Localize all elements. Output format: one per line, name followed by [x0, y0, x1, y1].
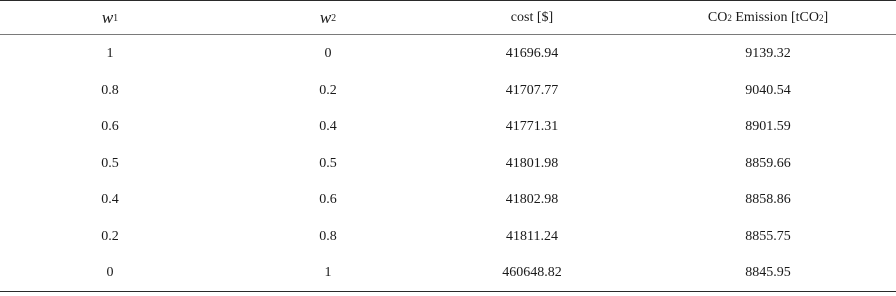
cell-w2: 0.5 — [319, 155, 337, 171]
cell-emission: 8859.66 — [745, 155, 791, 171]
header-w2 — [228, 2, 428, 34]
cell-emission: 9139.32 — [745, 46, 791, 62]
table-row — [0, 73, 896, 110]
cell-cost: 41801.98 — [505, 155, 559, 171]
header-emission — [668, 2, 868, 34]
table-row — [0, 219, 896, 256]
cell-w1: 0.8 — [101, 82, 119, 98]
cell-emission: 8858.86 — [745, 192, 791, 208]
header-emission-mid: Emission [tCO — [731, 10, 819, 25]
table-row — [0, 182, 896, 219]
table-body — [0, 36, 896, 292]
header-emission-suffix: ] — [823, 10, 829, 25]
cell-cost: 460648.82 — [502, 265, 562, 281]
cell-w1: 0 — [106, 265, 114, 281]
header-w2-subscript: 2 — [331, 12, 337, 24]
cell-cost: 41811.24 — [506, 228, 558, 244]
cell-w2: 0.4 — [319, 119, 337, 135]
table-header-row — [0, 2, 896, 34]
cell-w1: 1 — [106, 46, 114, 62]
header-w1 — [10, 2, 210, 34]
cell-cost: 41707.77 — [505, 82, 559, 98]
table-bottom-rule — [0, 291, 896, 292]
cell-emission: 9040.54 — [745, 82, 791, 98]
cell-w2: 0.2 — [319, 82, 337, 98]
table-row — [0, 36, 896, 73]
cell-emission: 8901.59 — [745, 119, 791, 135]
header-cost — [432, 2, 632, 34]
cell-w1: 0.2 — [101, 228, 119, 244]
header-w2-symbol: w — [319, 8, 332, 27]
cell-w2: 1 — [324, 265, 332, 281]
header-w1-symbol: w — [101, 8, 114, 27]
cell-cost: 41696.94 — [505, 46, 559, 62]
cell-w2: 0.8 — [319, 228, 337, 244]
cell-emission: 8855.75 — [745, 228, 791, 244]
table-header-rule — [0, 34, 896, 35]
cell-w1: 0.6 — [101, 119, 119, 135]
header-cost-label: cost [$] — [510, 10, 554, 25]
table-row — [0, 146, 896, 183]
table-top-rule — [0, 0, 896, 1]
cell-w2: 0 — [324, 46, 332, 62]
cell-w1: 0.4 — [101, 192, 119, 208]
header-emission-sub1: 2 — [727, 13, 732, 23]
header-emission-sub2: 2 — [818, 13, 824, 23]
table-row — [0, 255, 896, 292]
cell-cost: 41802.98 — [505, 192, 559, 208]
table-row — [0, 109, 896, 146]
cell-w2: 0.6 — [319, 192, 337, 208]
header-emission-prefix: CO — [707, 10, 728, 25]
cell-w1: 0.5 — [101, 155, 119, 171]
header-w1-subscript: 1 — [113, 12, 119, 24]
cell-emission: 8845.95 — [745, 265, 791, 281]
cell-cost: 41771.31 — [505, 119, 559, 135]
